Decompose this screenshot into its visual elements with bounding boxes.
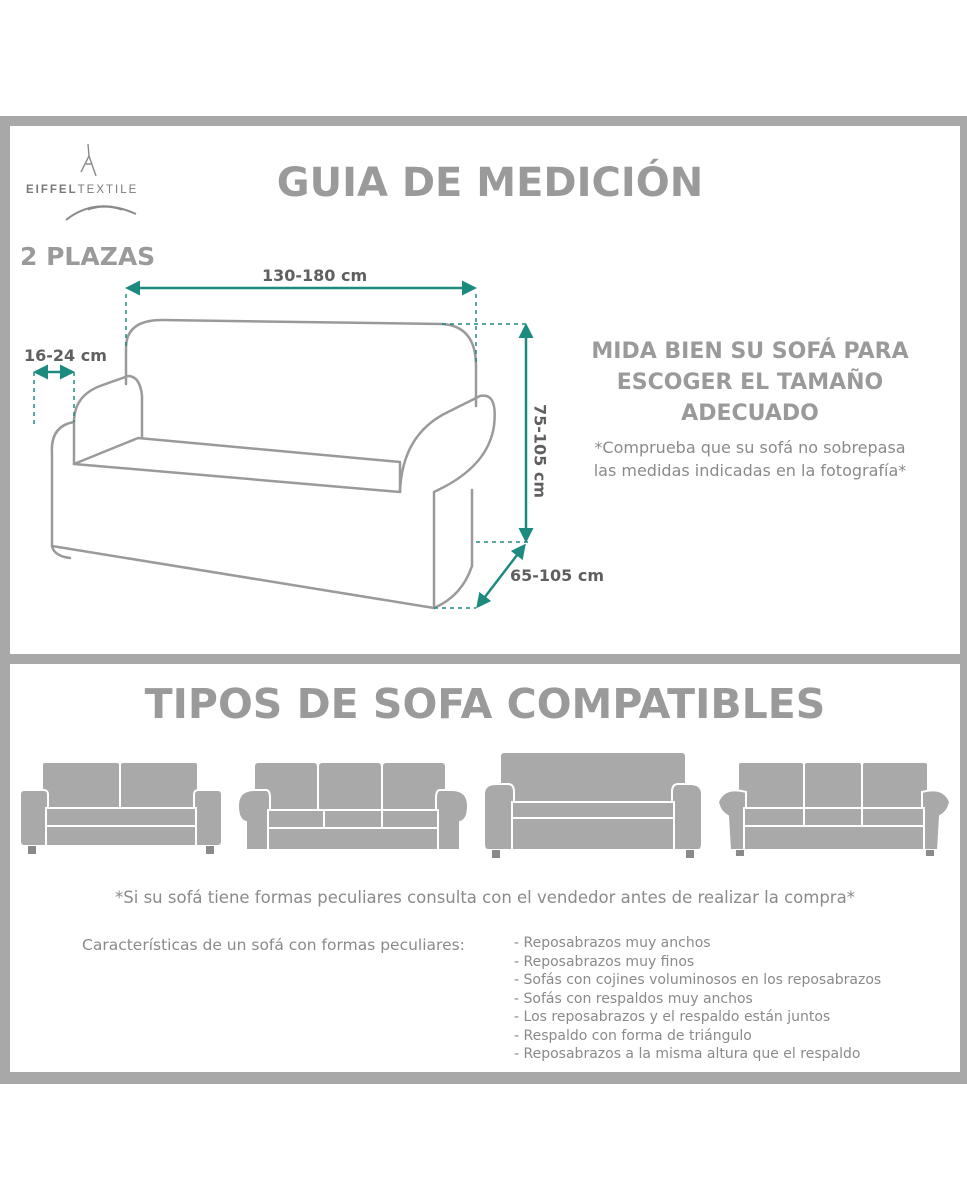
compatible-types-panel — [10, 664, 960, 1072]
note-line-2: las medidas indicadas en la fotografía* — [593, 461, 907, 480]
guide-title: GUIA DE MEDICIÓN — [276, 160, 704, 206]
outer-frame — [0, 116, 967, 1084]
list-item: - Los reposabrazos y el respaldo están juntos — [514, 1008, 881, 1027]
list-item: - Reposabrazos a la misma altura que el respaldo — [514, 1045, 881, 1064]
headline — [565, 336, 935, 429]
list-item: - Reposabrazos muy finos — [514, 953, 881, 972]
note-line-1: *Comprueba que su sofá no sobrepasa — [594, 438, 906, 457]
measurement-guide-panel — [10, 126, 960, 654]
list-item: - Respaldo con forma de triángulo — [514, 1027, 881, 1046]
sofa-diagram — [10, 126, 570, 654]
features-label: Características de un sofá con formas peculiares: — [82, 936, 465, 954]
list-item: - Sofás con respaldos muy anchos — [514, 990, 881, 1009]
list-item: - Sofás con cojines voluminosos en los reposabrazos — [514, 971, 881, 990]
high-back-sofa-icon — [482, 750, 704, 862]
width-measurement: 130-180 cm — [262, 266, 368, 285]
list-item: - Reposabrazos muy anchos — [514, 934, 881, 953]
features-list — [514, 934, 881, 1064]
headline-line-1: MIDA BIEN SU SOFÁ PARA — [591, 339, 909, 364]
two-seat-sofa-icon — [18, 758, 224, 860]
brand-name-bold: EIFFEL — [26, 184, 78, 196]
headline-line-3: ADECUADO — [681, 401, 819, 426]
three-seat-rolled-arm-sofa-icon — [236, 758, 470, 860]
depth-measurement: 65-105 cm — [510, 566, 605, 585]
brand-name-light: TEXTILE — [77, 184, 139, 196]
seat-count-label: 2 PLAZAS — [20, 242, 156, 271]
headline-line-2: ESCOGER EL TAMAÑO — [616, 370, 884, 395]
height-measurement: 75-105 cm — [530, 403, 550, 499]
peculiar-shape-warning: *Si su sofá tiene formas peculiares consulta con el vendedor antes de realizar la compra* — [115, 888, 855, 907]
arm-measurement: 16-24 cm — [24, 346, 107, 365]
measurement-note — [565, 436, 935, 482]
compatible-title: TIPOS DE SOFA COMPATIBLES — [144, 680, 826, 728]
curved-arm-sofa-icon — [716, 758, 952, 862]
